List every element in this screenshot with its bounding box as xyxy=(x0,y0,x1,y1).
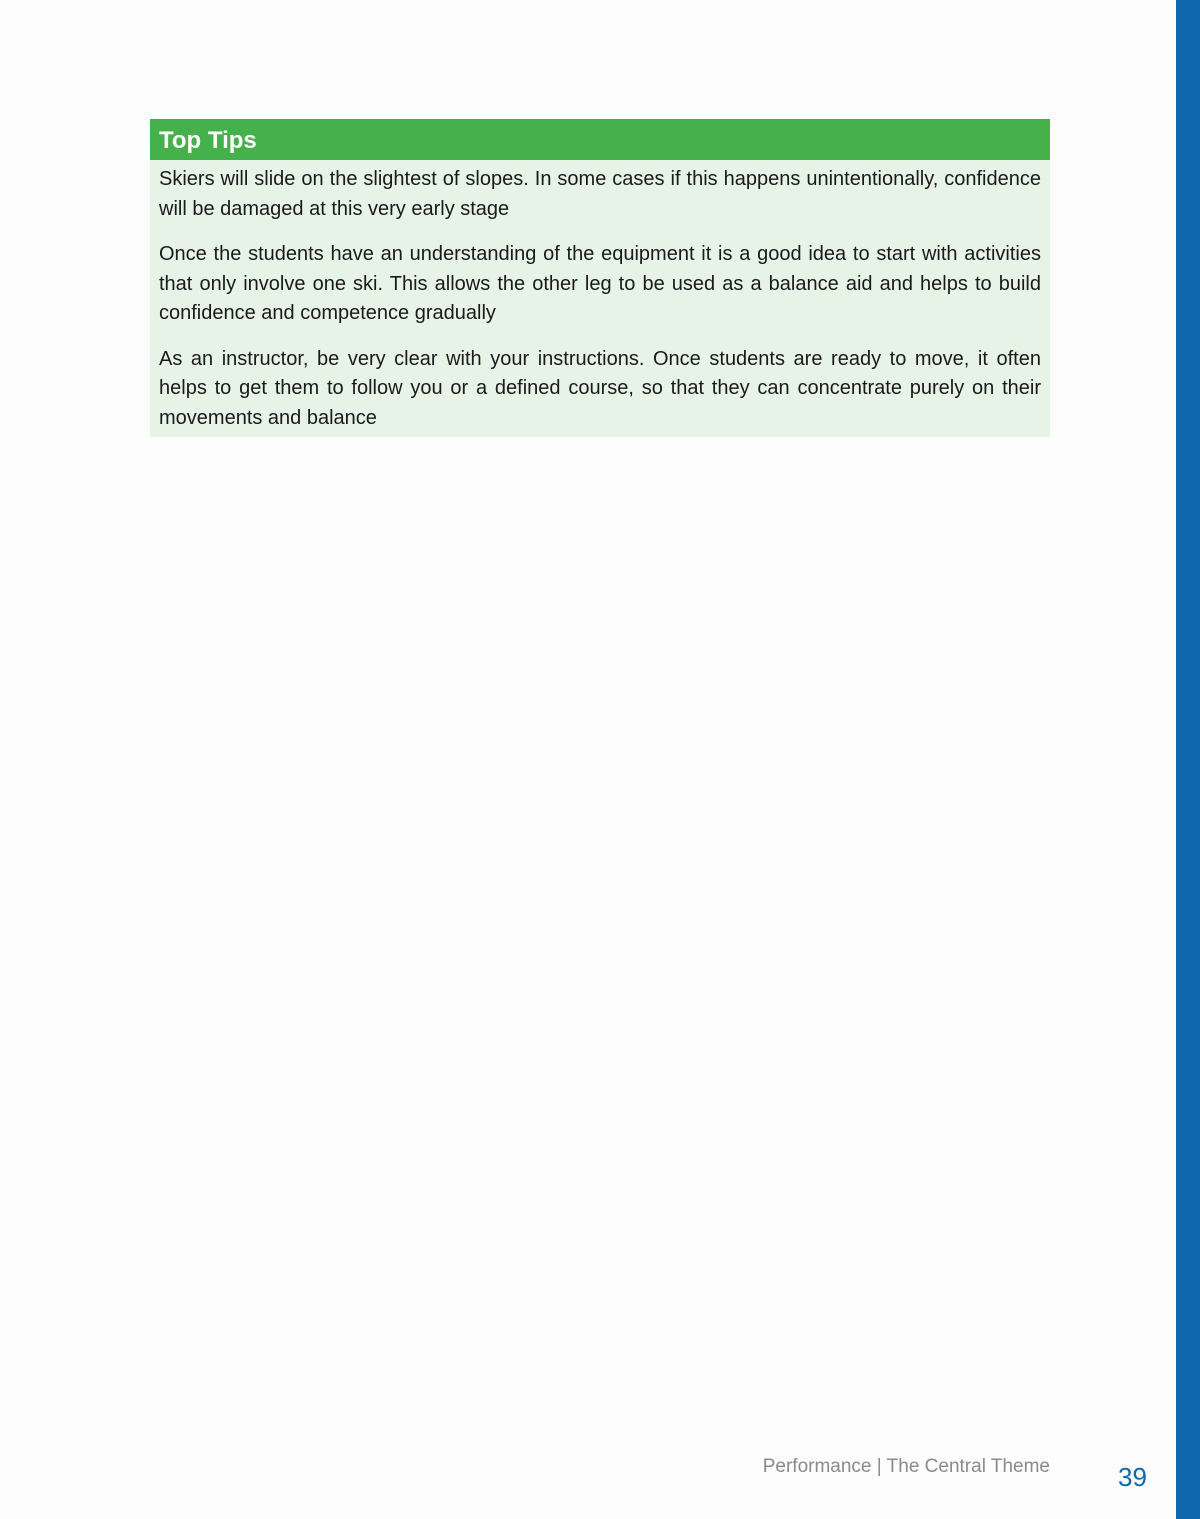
top-tips-heading: Top Tips xyxy=(150,119,1050,160)
top-tips-box xyxy=(150,119,1050,437)
tip-paragraph: As an instructor, be very clear with your instructions. Once students are ready to move, it often helps to get them to follow you or a defined course, so that they can concentrate purely on their movements and balance xyxy=(159,347,1041,429)
tip-paragraph: Once the students have an understanding of the equipment it is a good idea to start with activities that only involve one ski. This allows the other leg to be used as a balance aid and helps to build confidence and competence gradually xyxy=(159,243,1041,324)
tip-paragraph: Skiers will slide on the slightest of slopes. In some cases if this happens unintentionally, confidence will be damaged at this very early stage xyxy=(159,168,1041,220)
side-accent-bar xyxy=(1176,0,1200,1519)
top-tips-body xyxy=(150,160,1050,433)
page-number: 39 xyxy=(1118,1462,1147,1492)
running-footer-title: Performance | The Central Theme xyxy=(762,1456,1050,1477)
